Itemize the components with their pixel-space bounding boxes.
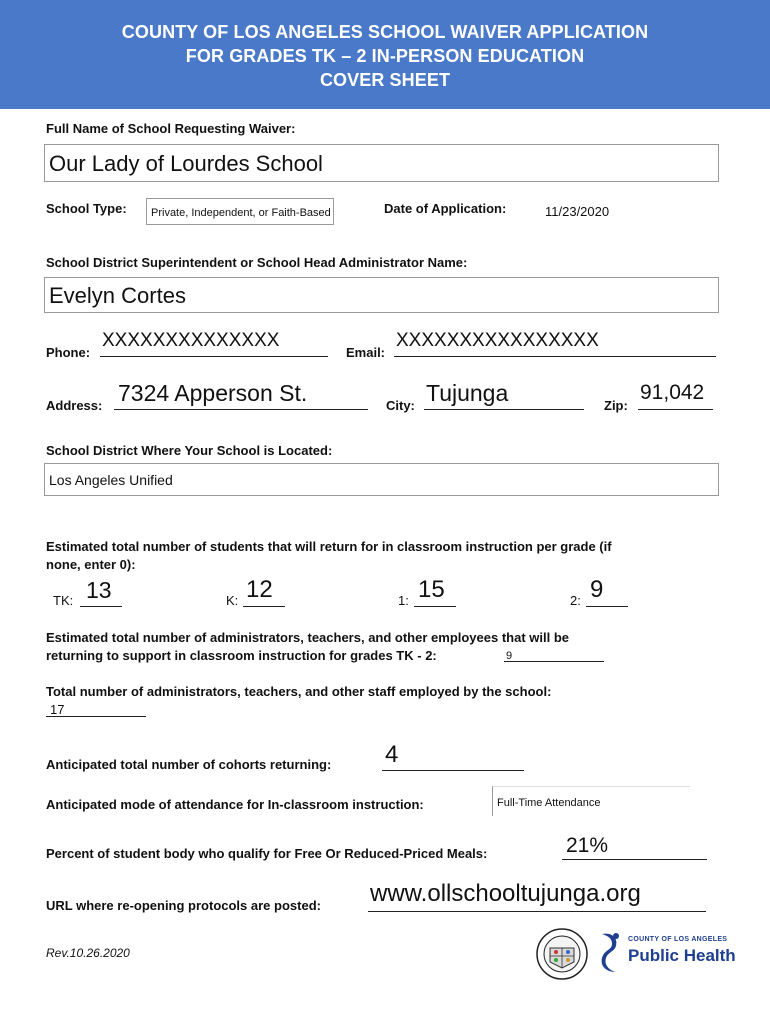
city-value[interactable]: Tujunga [426,380,509,406]
meals-value[interactable]: 21% [566,834,609,857]
cohorts-value[interactable]: 4 [385,741,399,768]
total-staff-value[interactable]: 17 [50,702,65,717]
email-underline [394,356,716,357]
school-name-label: Full Name of School Requesting Waiver: [46,121,296,136]
attendance-mode-label: Anticipated mode of attendance for In-classroom instruction: [46,797,424,812]
zip-value[interactable]: 91,042 [640,381,705,404]
city-underline [424,409,584,410]
school-type-select[interactable] [146,198,334,225]
returning-staff-label-line-1: Estimated total number of administrators, teachers, and other employees that will be [46,630,570,645]
url-label: URL where re-opening protocols are posted: [46,898,321,913]
zip-label: Zip: [604,398,628,413]
county-seal-icon [536,928,588,980]
grade-tk-value[interactable]: 13 [86,577,112,603]
public-health-small-text: COUNTY OF LOS ANGELES [628,936,728,943]
grade-2-value[interactable]: 9 [590,576,604,603]
date-label: Date of Application: [384,201,507,216]
cohorts-underline [382,770,524,771]
grade-2-label: 2: [570,593,581,608]
public-health-logo [598,930,736,974]
phone-value[interactable]: XXXXXXXXXXXXXX [102,330,280,351]
grade-2-underline [586,606,628,607]
grade-k-underline [243,606,285,607]
district-field[interactable] [44,463,719,496]
grade-1-underline [414,606,456,607]
grade-1-label: 1: [398,593,409,608]
url-value[interactable]: www.ollschooltujunga.org [370,880,641,907]
grade-k-value[interactable]: 12 [246,576,273,603]
administrator-field[interactable] [44,277,719,313]
grade-tk-label: TK: [53,593,74,608]
grade-1-value[interactable]: 15 [418,576,445,603]
public-health-big-text: Public Health [628,946,736,965]
attendance-mode-select[interactable] [492,786,690,816]
administrator-label: School District Superintendent or School Head Administrator Name: [46,255,468,270]
email-label: Email: [346,345,386,360]
city-label: City: [386,398,415,413]
phone-underline [100,356,328,357]
students-label-line-2: none, enter 0): [46,557,136,572]
returning-staff-underline [504,661,604,662]
header-title-line-1: COUNTY OF LOS ANGELES SCHOOL WAIVER APPLICATION [121,22,649,42]
phone-label: Phone: [46,345,91,360]
header-banner [0,0,770,109]
total-staff-label: Total number of administrators, teachers, and other staff employed by the school: [46,684,552,699]
meals-label: Percent of student body who qualify for Free Or Reduced-Priced Meals: [46,846,488,861]
header-title-line-3: COVER SHEET [319,70,451,90]
attendance-mode-value: Full-Time Attendance [497,797,601,809]
school-type-label: School Type: [46,201,127,216]
returning-staff-value[interactable]: 9 [506,650,513,662]
school-name-value: Our Lady of Lourdes School [49,151,323,176]
address-label: Address: [46,398,103,413]
students-label-line-1: Estimated total number of students that will return for in classroom instruction per grade (if [46,539,612,554]
district-label: School District Where Your School is Located: [46,443,333,458]
public-health-logo-icon [598,930,624,974]
cohorts-label: Anticipated total number of cohorts returning: [46,757,332,772]
grade-tk-underline [80,606,122,607]
meals-underline [562,859,707,860]
revision-text: Rev.10.26.2020 [46,946,130,960]
school-type-value: Private, Independent, or Faith-Based [151,207,331,219]
address-underline [114,409,368,410]
header-title-line-2: FOR GRADES TK – 2 IN-PERSON EDUCATION [185,46,585,66]
address-value[interactable]: 7324 Apperson St. [118,380,308,406]
email-value[interactable]: XXXXXXXXXXXXXXXX [396,330,599,351]
returning-staff-label-line-2: returning to support in classroom instruction for grades TK - 2: [46,648,437,663]
date-value[interactable]: 11/23/2020 [545,204,610,219]
zip-underline [638,409,713,410]
school-name-field[interactable] [44,144,719,182]
district-value: Los Angeles Unified [49,472,173,488]
url-underline [368,911,706,912]
grade-k-label: K: [226,593,239,608]
administrator-value: Evelyn Cortes [49,283,186,308]
